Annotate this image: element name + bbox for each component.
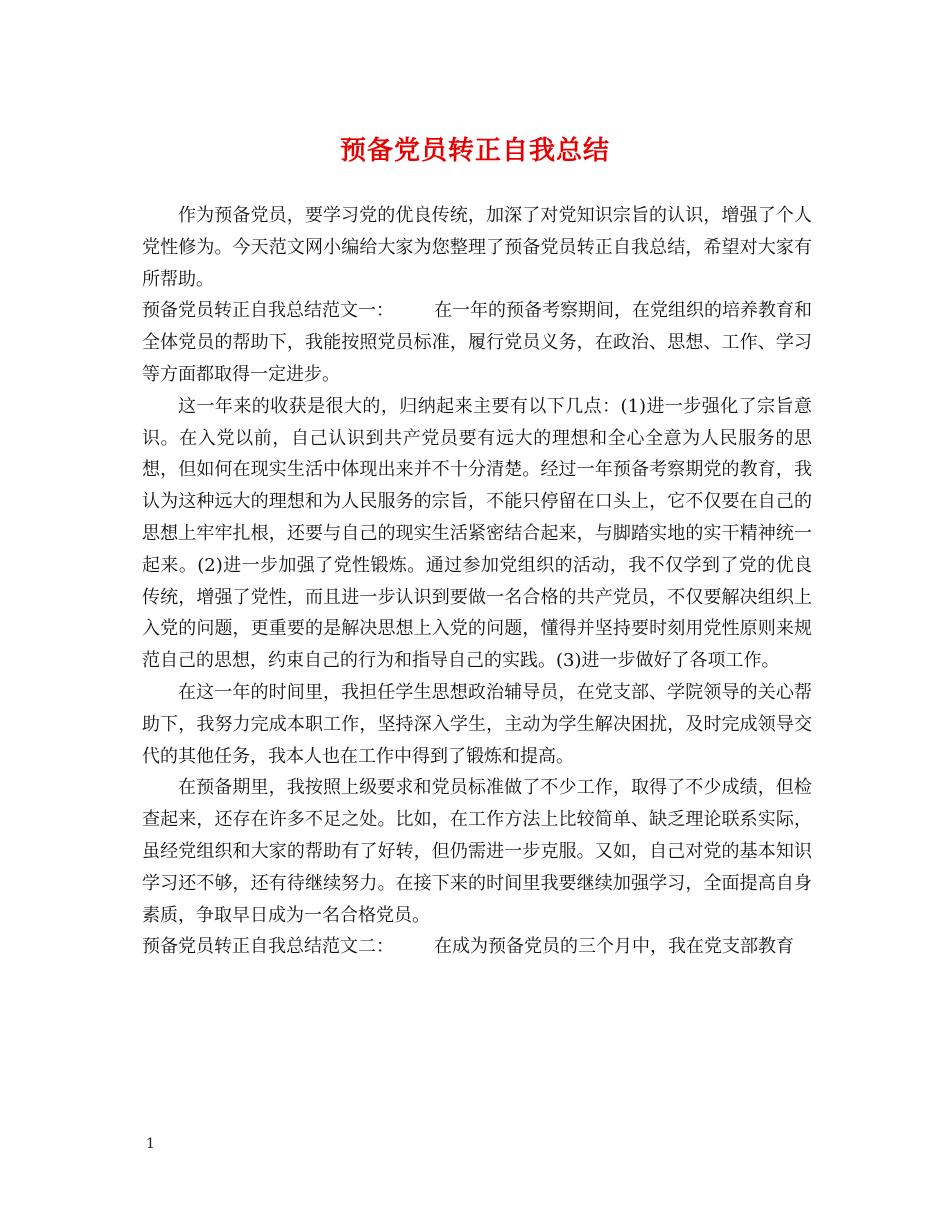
sample-one-paragraph: [142, 295, 812, 390]
page-number: 1: [146, 1136, 155, 1152]
sample-two-text: 在成为预备党员的三个月中，我在党支部教育: [434, 936, 794, 958]
sample-two-paragraph: [142, 931, 812, 963]
intro-paragraph: 作为预备党员，要学习党的优良传统，加深了对党知识宗旨的认识，增强了个人党性修为。今天范文网小编给大家为您整理了预备党员转正自我总结，希望对大家有所帮助。: [142, 205, 812, 290]
sample-one-text: 在一年的预备考察期间，在党组织的培养教育和全体党员的帮助下，我能按照党员标准，履行党员义务，在政治、思想、工作、学习等方面都取得一定进步。: [142, 300, 812, 385]
shortcomings-paragraph: 在预备期里，我按照上级要求和党员标准做了不少工作，取得了不少成绩，但检查起来，还存在许多不足之处。比如，在工作方法上比较简单、缺乏理论联系实际，虽经党组织和大家的帮助有了好转，但仍需进一步克服。又如，自己对党的基本知识学习还不够，还有待继续努力。在接下来的时间里我要继续加强学习，全面提高自身素质，争取早日成为一名合格党员。: [142, 777, 812, 926]
sample-one-label: 预备党员转正自我总结范文一：: [142, 300, 394, 322]
document-body: [142, 200, 812, 963]
document-title: 预备党员转正自我总结: [339, 136, 610, 166]
work-paragraph: 在这一年的时间里，我担任学生思想政治辅导员，在党支部、学院领导的关心帮助下，我努力完成本职工作，坚持深入学生，主动为学生解决困扰，及时完成领导交代的其他任务，我本人也在工作中得到了锻炼和提高。: [142, 681, 812, 767]
gains-paragraph: 这一年来的收获是很大的，归纳起来主要有以下几点：(1)进一步强化了宗旨意识。在入党以前，自己认识到共产党员要有远大的理想和全心全意为人民服务的思想，但如何在现实生活中体现出来并不十分清楚。经过一年预备考察期党的教育，我认为这种远大的理想和为人民服务的宗旨，不能只停留在口头上，它不仅要在自己的思想上牢牢扎根，还要与自己的现实生活紧密结合起来，与脚踏实地的实干精神统一起来。(2)进一步加强了党性锻炼。通过参加党组织的活动，我不仅学到了党的优良传统，增强了党性，而且进一步认识到要做一名合格的共产党员，不仅要解决组织上入党的问题，更重要的是解决思想上入党的问题，懂得并坚持要时刻用党性原则来规范自己的思想，约束自己的行为和指导自己的实践。(3)进一步做好了各项工作。: [142, 395, 812, 672]
sample-two-label: 预备党员转正自我总结范文二：: [142, 936, 394, 958]
